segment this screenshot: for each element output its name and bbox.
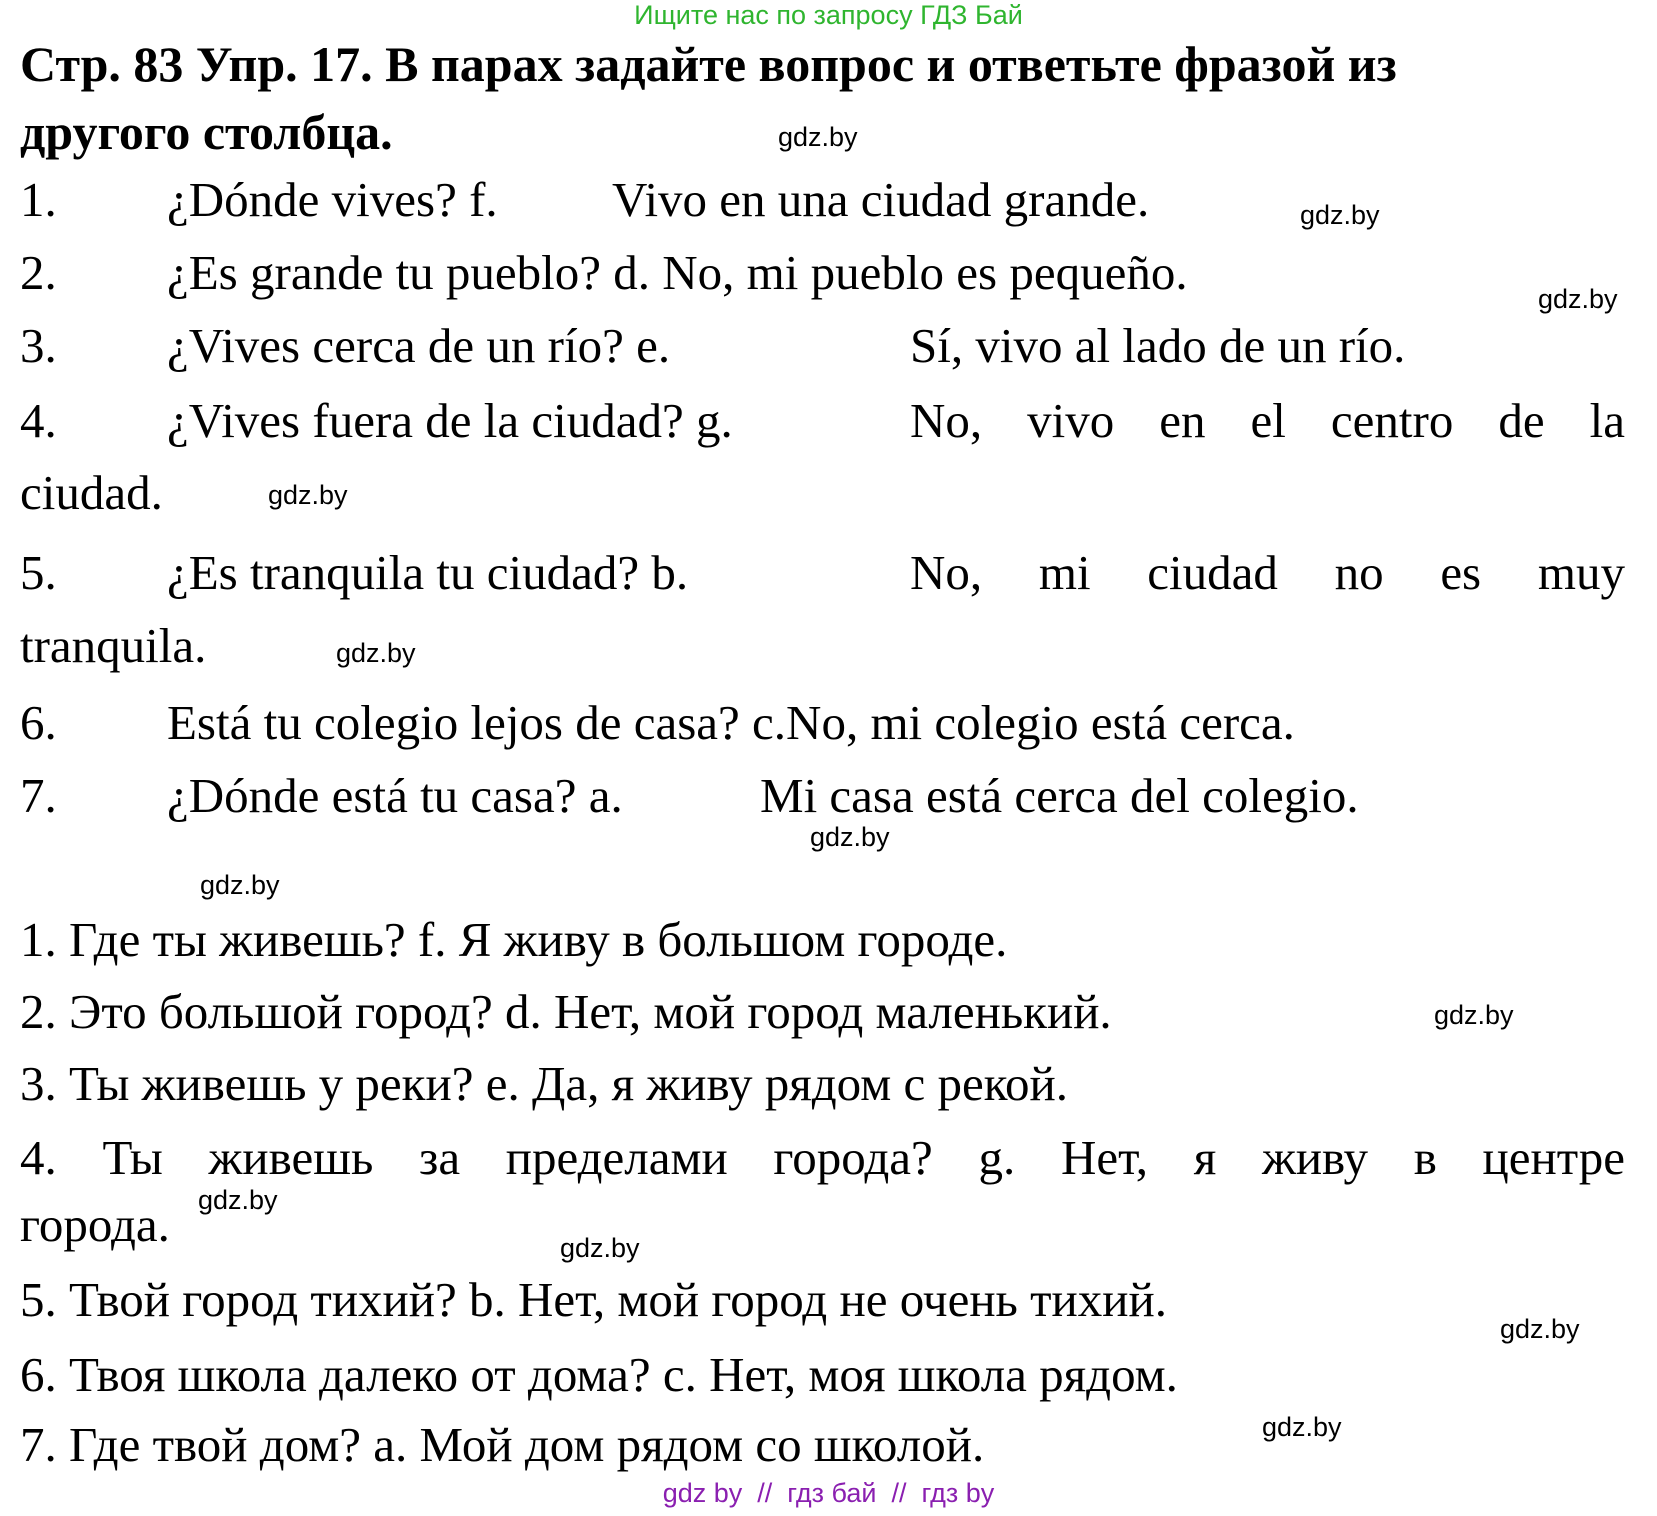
es-item-4-number: 4. (20, 393, 57, 448)
watermark: gdz.by (336, 638, 416, 668)
es-item-7-answer: Mi casa está cerca del colegio. (760, 768, 1359, 823)
watermark: gdz.by (200, 870, 280, 900)
ru-item-3: 3. Ты живешь у реки? e. Да, я живу рядом с рекой. (20, 1056, 1069, 1111)
watermark: gdz.by (1300, 200, 1380, 230)
es-item-3-question: ¿Vives cerca de un río? e. (167, 318, 671, 373)
es-item-2-number: 2. (20, 245, 57, 300)
footer-links[interactable]: gdz by // гдз бай // гдз by (662, 1478, 995, 1508)
answer-word: No, (910, 545, 983, 600)
watermark: gdz.by (268, 480, 348, 510)
watermark: gdz.by (1500, 1314, 1580, 1344)
es-item-3-number: 3. (20, 318, 57, 373)
ru-item-2: 2. Это большой город? d. Нет, мой город маленький. (20, 984, 1112, 1039)
watermark: gdz.by (1262, 1412, 1342, 1442)
answer-word: No, (910, 393, 983, 448)
es-item-5-question: ¿Es tranquila tu ciudad? b. (167, 545, 689, 600)
ru-item-5: 5. Твой город тихий? b. Нет, мой город не очень тихий. (20, 1272, 1167, 1327)
es-item-3-answer: Sí, vivo al lado de un río. (910, 318, 1406, 373)
answer-word: mi (1038, 545, 1091, 600)
ru-item-4: 4. Ты живешь за пределами города? g. Нет, я живу в центре (20, 1130, 1625, 1185)
answer-word: la (1589, 393, 1625, 448)
answer-word: en (1159, 393, 1206, 448)
exercise-title-line1: Стр. 83 Упр. 17. В парах задайте вопрос и ответьте фразой из (20, 36, 1397, 92)
watermark: gdz.by (560, 1233, 640, 1263)
es-item-5-answer (910, 543, 1625, 603)
answer-word: ciudad (1147, 545, 1278, 600)
ru-item-1: 1. Где ты живешь? f. Я живу в большом городе. (20, 912, 1008, 967)
es-item-1-number: 1. (20, 172, 57, 227)
ru-item-6: 6. Твоя школа далеко от дома? c. Нет, моя школа рядом. (20, 1347, 1178, 1402)
watermark: gdz.by (1538, 284, 1618, 314)
es-item-7-question: ¿Dónde está tu casa? a. (167, 768, 623, 823)
answer-word: es (1440, 545, 1482, 600)
es-item-4-answer (910, 391, 1625, 451)
es-item-5-number: 5. (20, 545, 57, 600)
es-item-5-continuation: tranquila. (20, 618, 207, 673)
top-banner[interactable]: Ищите нас по запросу ГДЗ Бай (634, 0, 1023, 30)
es-item-6-text: Está tu colegio lejos de casa? c.No, mi colegio está cerca. (167, 695, 1295, 750)
answer-word: de (1498, 393, 1545, 448)
answer-word: el (1250, 393, 1286, 448)
es-item-1-answer: Vivo en una ciudad grande. (612, 172, 1150, 227)
es-item-6-number: 6. (20, 695, 57, 750)
answer-word: centro (1330, 393, 1454, 448)
answer-word: no (1334, 545, 1384, 600)
es-item-1-question: ¿Dónde vives? f. (167, 172, 498, 227)
es-item-2-text: ¿Es grande tu pueblo? d. No, mi pueblo es pequeño. (167, 245, 1188, 300)
watermark: gdz.by (198, 1185, 278, 1215)
watermark: gdz.by (1434, 1000, 1514, 1030)
exercise-title-line2: другого столбца. (20, 104, 393, 160)
es-item-7-number: 7. (20, 768, 57, 823)
answer-word: muy (1537, 545, 1625, 600)
answer-word: vivo (1027, 393, 1115, 448)
watermark: gdz.by (810, 822, 890, 852)
watermark: gdz.by (778, 122, 858, 152)
ru-item-7: 7. Где твой дом? a. Мой дом рядом со школой. (20, 1417, 985, 1472)
es-item-4-question: ¿Vives fuera de la ciudad? g. (167, 393, 733, 448)
es-item-4-continuation: ciudad. (20, 465, 163, 520)
ru-item-4-continuation: города. (20, 1197, 170, 1252)
